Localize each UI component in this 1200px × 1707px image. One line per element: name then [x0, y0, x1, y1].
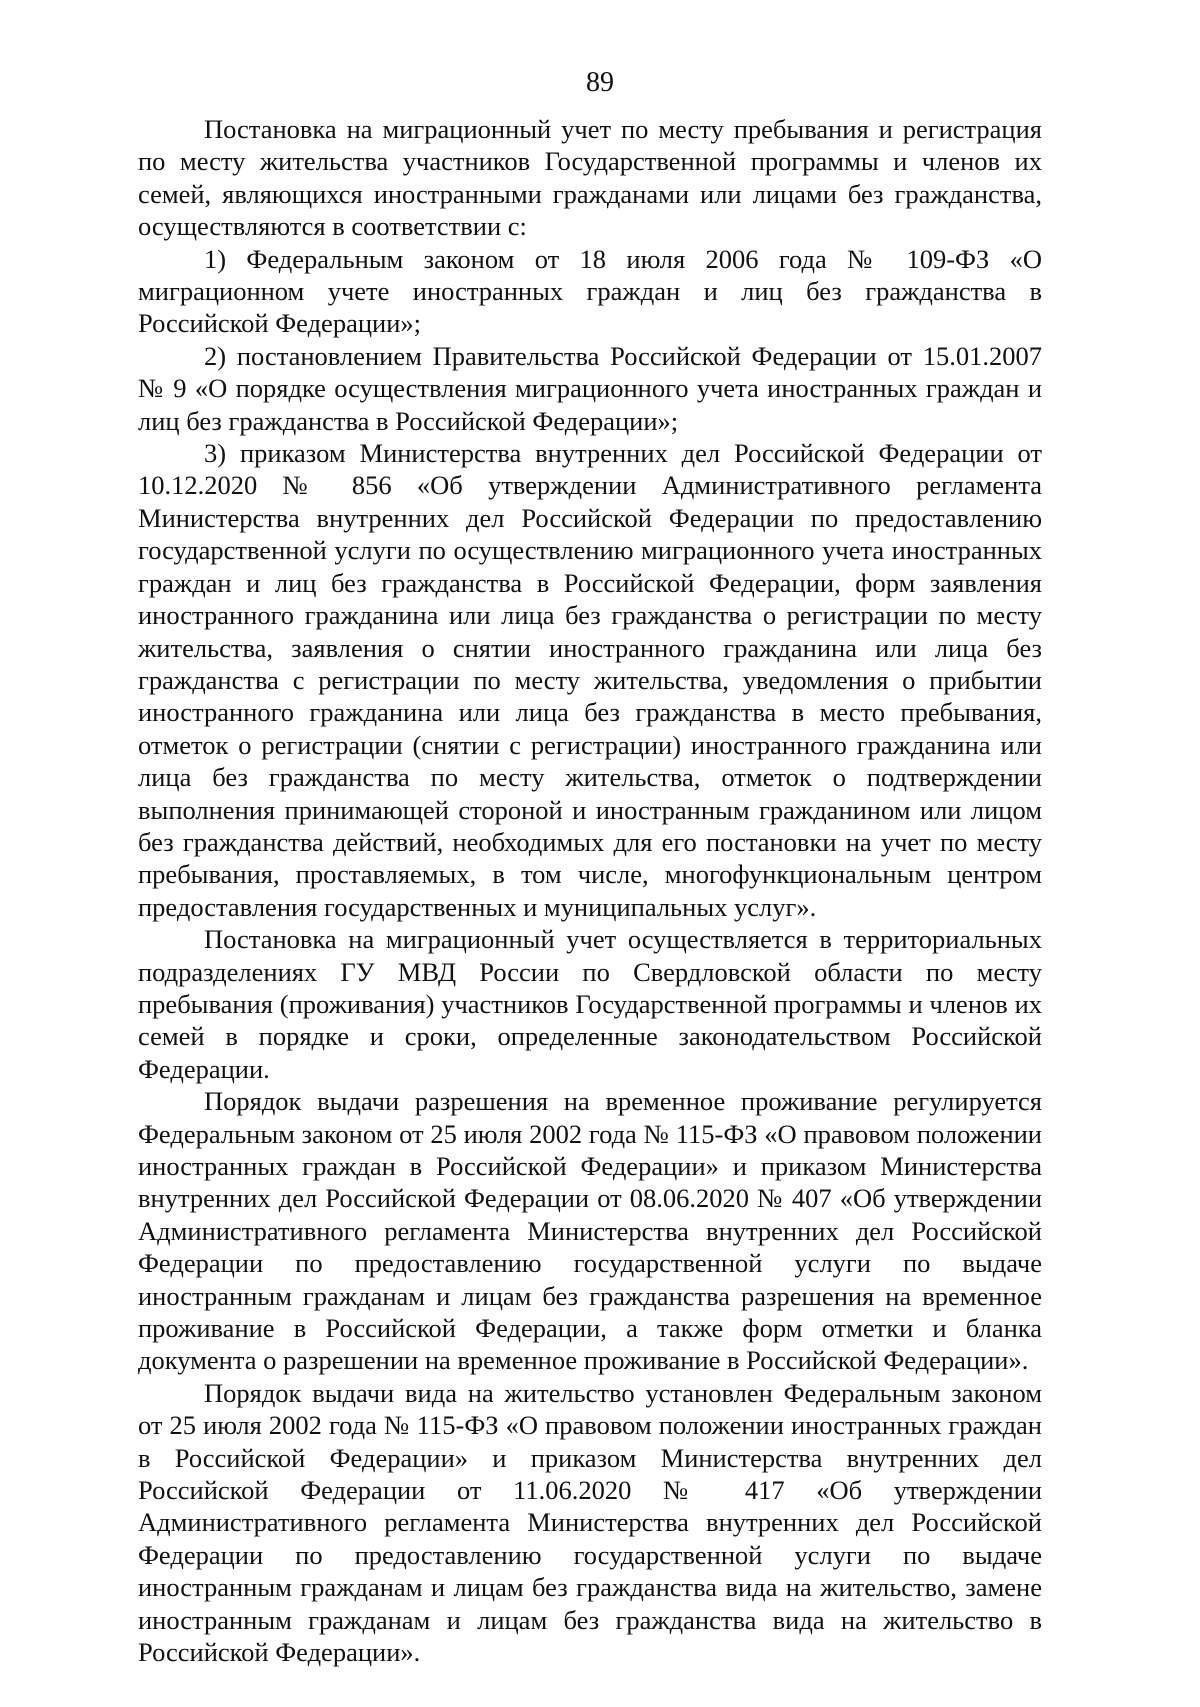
paragraph-item-3: 3) приказом Министерства внутренних дел Российской Федерации от 10.12.2020 № 856 «Об утверждении Административного регламента Министерства внутренних дел Российской Федерации по предоставлению государственной услуги по осуществлению миграционного учета иностранных граждан и лиц без гражданства в Российской Федерации, форм заявления иностранного гражданина или лица без гражданства о регистрации по месту жительства, заявления о снятии иностранного гражданина или лица без гражданства с регистрации по месту жительства, уведомления о прибытии иностранного гражданина или лица без гражданства в место пребывания, отметок о регистрации (снятии с регистрации) иностранного гражданина или лица без гражданства по месту жительства, отметок о подтверждении выполнения принимающей стороной и иностранным гражданином или лицом без гражданства действий, необходимых для его постановки на учет по месту пребывания, проставляемых, в том числе, многофункциональным центром предоставления государственных и муниципальных услуг».	[138, 438, 1042, 922]
paragraph-intro: Постановка на миграционный учет по месту пребывания и регистрация по месту жительства участников Государственной программы и членов их семей, являющихся иностранными гражданами или лицами без гражданства, осуществляются в соответствии с:	[138, 114, 1042, 242]
paragraph-item-2: 2) постановлением Правительства Российской Федерации от 15.01.2007 № 9 «О порядке осуществления миграционного учета иностранных граждан и лиц без гражданства в Российской Федерации»;	[138, 340, 1042, 436]
paragraph-item-1: 1) Федеральным законом от 18 июля 2006 года № 109-ФЗ «О миграционном учете иностранных граждан и лиц без гражданства в Российской Федерации»;	[138, 243, 1042, 339]
document-body	[138, 113, 1042, 1669]
paragraph-temporary-residence: Порядок выдачи разрешения на временное проживание регулируется Федеральным законом от 25 июля 2002 года № 115-ФЗ «О правовом положении иностранных граждан в Российской Федерации» и приказом Министерства внутренних дел Российской Федерации от 08.06.2020 № 407 «Об утверждении Административного регламента Министерства внутренних дел Российской Федерации по предоставлению государственной услуги по выдаче иностранным гражданам и лицам без гражданства разрешения на временное проживание в Российской Федерации, а также форм отметки и бланка документа о разрешении на временное проживание в Российской Федерации».	[138, 1086, 1042, 1376]
paragraph-residence-permit: Порядок выдачи вида на жительство установлен Федеральным законом от 25 июля 2002 года № 115-ФЗ «О правовом положении иностранных граждан в Российской Федерации» и приказом Министерства внутренних дел Российской Федерации от 11.06.2020 № 417 «Об утверждении Административного регламента Министерства внутренних дел Российской Федерации по предоставлению государственной услуги по выдаче иностранным гражданам и лицам без гражданства вида на жительство, замене иностранным гражданам и лицам без гражданства вида на жительство в Российской Федерации».	[138, 1377, 1042, 1668]
paragraph-migration-registration: Постановка на миграционный учет осуществляется в территориальных подразделениях ГУ МВД России по Свердловской области по месту пребывания (проживания) участников Государственной программы и членов их семей в порядке и сроки, определенные законодательством Российской Федерации.	[138, 924, 1042, 1084]
page-number: 89	[586, 67, 614, 98]
